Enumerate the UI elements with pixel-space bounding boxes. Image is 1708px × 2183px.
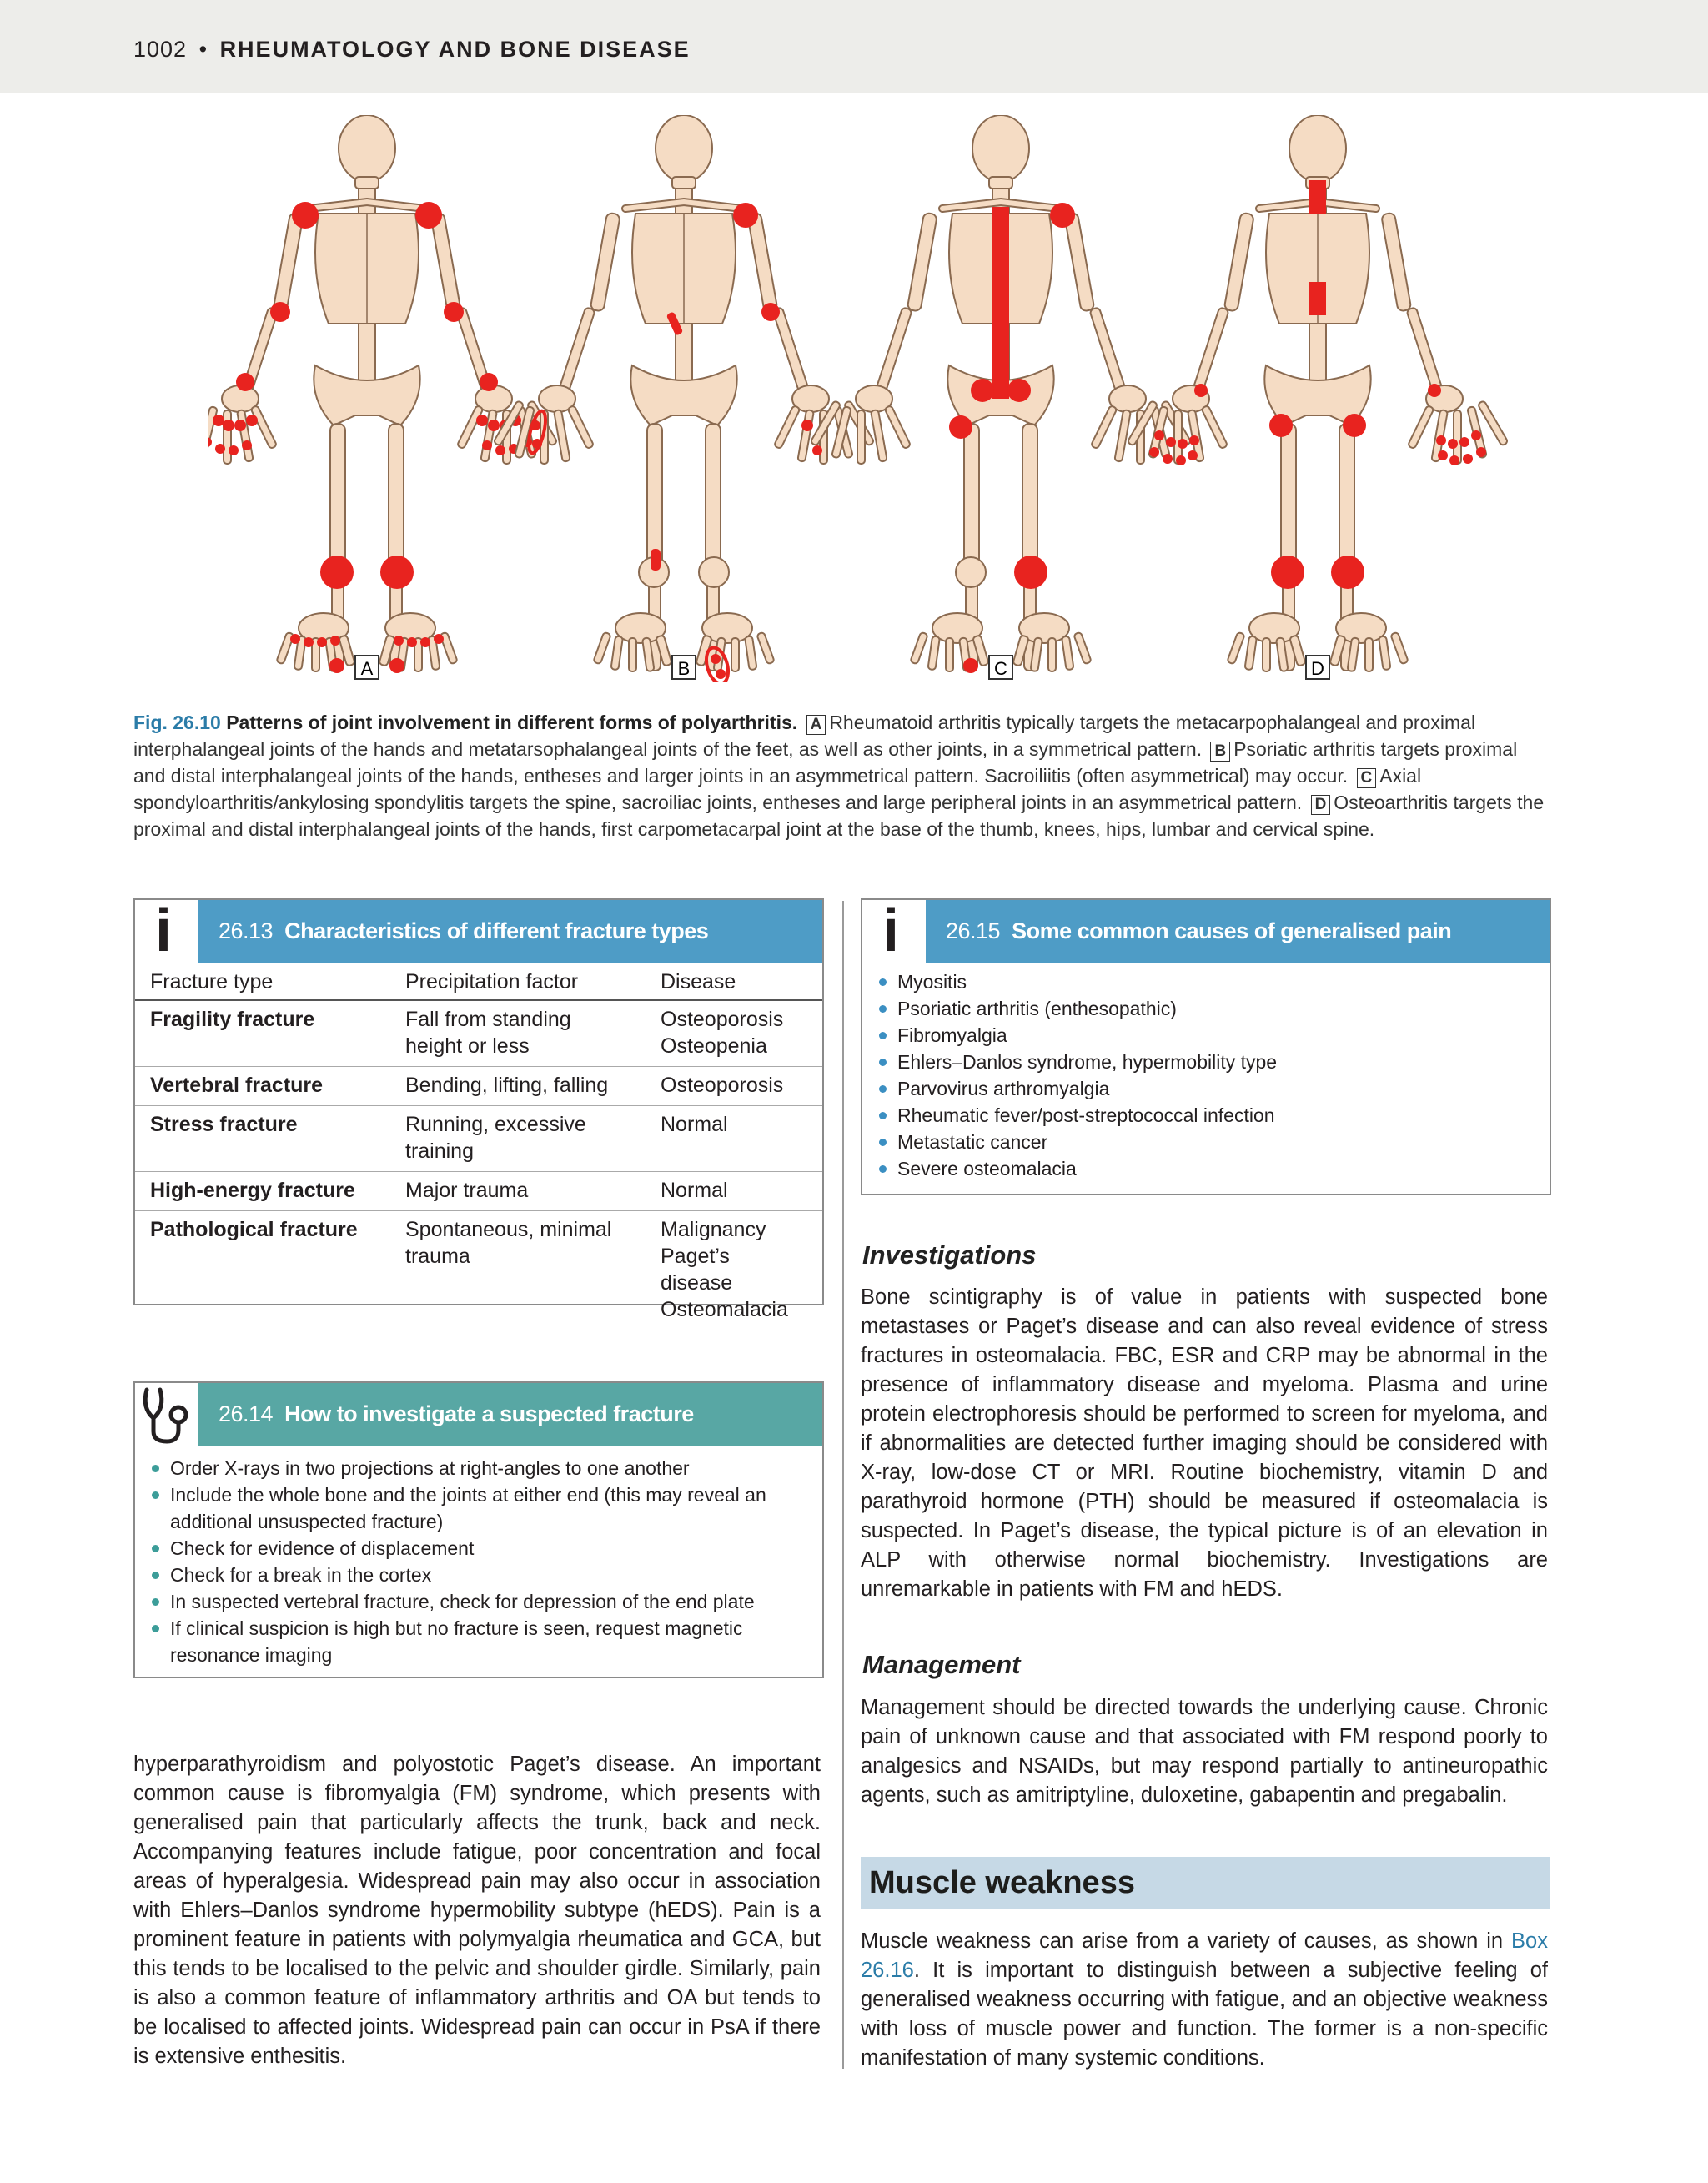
muscle-weakness-text: Muscle weakness can arise from a variety of causes, as shown in Box 26.16. It is important to distinguish between a subjective feeling of generalised weakness occurring with fatigue, and an objective weakness with loss of muscle power and function. The former is a non-specific manifestation of many systemic conditions. <box>861 1929 1548 2070</box>
caption-box-a: A <box>806 715 826 735</box>
box-26-16-link[interactable]: Box 26.16 <box>861 1929 1548 1982</box>
caption-box-d: D <box>1311 795 1331 815</box>
caption-label: Fig. 26.10 <box>133 712 221 733</box>
panel-label-b-text: B <box>677 658 691 679</box>
muscle-weakness-bar <box>861 1857 1550 1909</box>
table-row: Vertebral fracture Bending, lifting, falling Osteoporosis <box>135 1067 822 1106</box>
panel-label-b <box>672 656 696 679</box>
header-text <box>133 37 691 63</box>
caption-part-b: Psoriatic arthritis targets proximal and distal interphalangeal joints of the hands, entheses and larger joints in an asymmetrical pattern. Sacroiliitis (often asymmetrical) may occur. <box>133 738 1518 787</box>
fracture-investigation-list <box>148 1455 782 1668</box>
panel-label-c <box>989 656 1012 679</box>
col-precipitation-factor: Precipitation factor <box>390 963 646 1000</box>
list-item: Severe osteomalacia <box>876 1155 1526 1182</box>
management-text: Management should be directed towards the underlying cause. Chronic pain of unknown cause and that associated with FM respond poorly to analgesics and NSAIDs, but may respond partially to antineuropathic agents, such as amitriptyline, duloxetine, gabapentin and pregabalin. <box>861 1696 1548 1807</box>
panel-label-a-text: A <box>360 658 374 679</box>
caption-part-d: Osteoarthritis targets the proximal and distal interphalangeal joints of the hands, first carpometacarpal joint at the base of the thumb, knees, hips, lumbar and cervical spine. <box>133 792 1545 840</box>
panel-label-a <box>355 656 379 679</box>
col-disease: Disease <box>646 963 822 1000</box>
table-row: High-energy fracture Major trauma Normal <box>135 1172 822 1211</box>
figure-caption <box>133 709 1551 843</box>
box-26-15-header <box>862 900 1550 963</box>
caption-part-a: Rheumatoid arthritis typically targets the metacarpophalangeal and proximal interphalangeal joints of the hands and metatarsophalangeal joints of the feet, as well as other joints, in a symmetrical pattern. <box>133 712 1476 760</box>
column-divider <box>842 901 844 2069</box>
box-26-13-header <box>135 900 822 963</box>
panel-label-d-text: D <box>1311 658 1324 679</box>
list-item: If clinical suspicion is high but no fracture is seen, request magnetic resonance imaging <box>148 1615 782 1668</box>
skeleton-c <box>811 115 1192 673</box>
list-item: Fibromyalgia <box>876 1022 1526 1049</box>
table-row: Fragility fracture Fall from standing height or less Osteoporosis Osteopenia <box>135 1000 822 1067</box>
page-number: 1002 <box>133 37 188 62</box>
chapter-title: RHEUMATOLOGY AND BONE DISEASE <box>219 37 691 62</box>
box-26-15-title: 26.15 Some common causes of generalised pain <box>946 918 1452 943</box>
panel-label-c-text: C <box>994 658 1007 679</box>
investigations-text: Bone scintigraphy is of value in patients with suspected bone metastases or Paget’s disease and can also reveal evidence of stress fractures in osteomalacia. FBC, ESR and CRP may be abnormal in the presence of inflammatory disease and myeloma. Plasma and urine protein electrophoresis should be performed to screen for myeloma, and if abnormalities are detected further imaging should be considered with X-ray, low-dose CT or MRI. Routine biochemistry, vitamin D and parathyroid hormone (PTH) should be measured if osteomalacia is suspected. In Paget’s disease, the typical picture is of an elevation in ALP with otherwise normal biochemistry. Investigations are unremarkable in patients with FM and hEDS. <box>861 1285 1548 1601</box>
header-separator: • <box>198 37 208 62</box>
list-item: Order X-rays in two projections at right-angles to one another <box>148 1455 782 1481</box>
page-header <box>0 0 1708 93</box>
list-item: Metastatic cancer <box>876 1129 1526 1155</box>
list-item: Psoriatic arthritis (enthesopathic) <box>876 995 1526 1022</box>
stethoscope-icon <box>135 1383 198 1446</box>
fracture-table <box>135 963 822 1330</box>
investigations-heading: Investigations <box>862 1240 1037 1270</box>
list-item: Myositis <box>876 968 1526 995</box>
box-26-13-title: 26.13 Characteristics of different fracture types <box>219 918 709 943</box>
info-icon: i <box>862 900 926 963</box>
left-body-text: hyperparathyroidism and polyostotic Paget’s disease. An important common cause is fibromyalgia (FM) syndrome, which presents with generalised pain that particularly affects the trunk, back and neck. Accompanying features include fatigue, poor concentration and focal areas of hyperalgesia. Widespread pain may also occur in association with Ehlers–Danlos syndrome hypermobility subtype (hEDS). Pain is a prominent feature in patients with polymyalgia rheumatica and GCA, but this tends to be localised to the pelvic and shoulder girdle. Similarly, pain is also a common feature of inflammatory arthritis and OA but tends to be localised to affected joints. Widespread pain can occur in PsA if there is extensive enthesitis. <box>133 1753 821 2068</box>
box-26-14-header <box>135 1383 822 1446</box>
box-26-15 <box>861 898 1551 1195</box>
box-26-14-title: 26.14 How to investigate a suspected fracture <box>219 1401 694 1426</box>
info-icon: i <box>135 900 198 963</box>
skeleton-d <box>1128 115 1509 671</box>
list-item: Parvovirus arthromyalgia <box>876 1075 1526 1102</box>
box-26-13 <box>133 898 824 1321</box>
list-item: Check for evidence of displacement <box>148 1535 782 1562</box>
caption-title: Patterns of joint involvement in different forms of polyarthritis. <box>226 712 798 733</box>
list-item: Ehlers–Danlos syndrome, hypermobility type <box>876 1049 1526 1075</box>
skeleton-a <box>208 115 557 673</box>
generalised-pain-list <box>876 968 1526 1182</box>
table-row: Stress fracture Running, excessive training Normal <box>135 1106 822 1172</box>
col-fracture-type: Fracture type <box>135 963 390 1000</box>
list-item: Rheumatic fever/post-streptococcal infection <box>876 1102 1526 1129</box>
management-heading: Management <box>862 1650 1021 1679</box>
caption-part-c: Axial spondyloarthritis/ankylosing spondylitis targets the spine, sacroiliac joints, entheses and large peripheral joints in an asymmetrical pattern. <box>133 765 1422 813</box>
list-item: Include the whole bone and the joints at either end (this may reveal an additional unsuspected fracture) <box>148 1481 782 1535</box>
caption-box-c: C <box>1357 768 1377 788</box>
panel-label-d <box>1306 656 1329 679</box>
caption-box-b: B <box>1210 742 1230 762</box>
list-item: Check for a break in the cortex <box>148 1562 782 1588</box>
skeleton-figure <box>208 115 1510 682</box>
list-item: In suspected vertebral fracture, check for depression of the end plate <box>148 1588 782 1615</box>
table-row: Pathological fracture Spontaneous, minimal trauma Malignancy Paget’s disease Osteomalacia <box>150 1218 788 1321</box>
skeleton-b <box>494 115 875 682</box>
muscle-weakness-heading: Muscle weakness <box>869 1865 1135 1900</box>
box-26-14 <box>133 1381 824 1678</box>
